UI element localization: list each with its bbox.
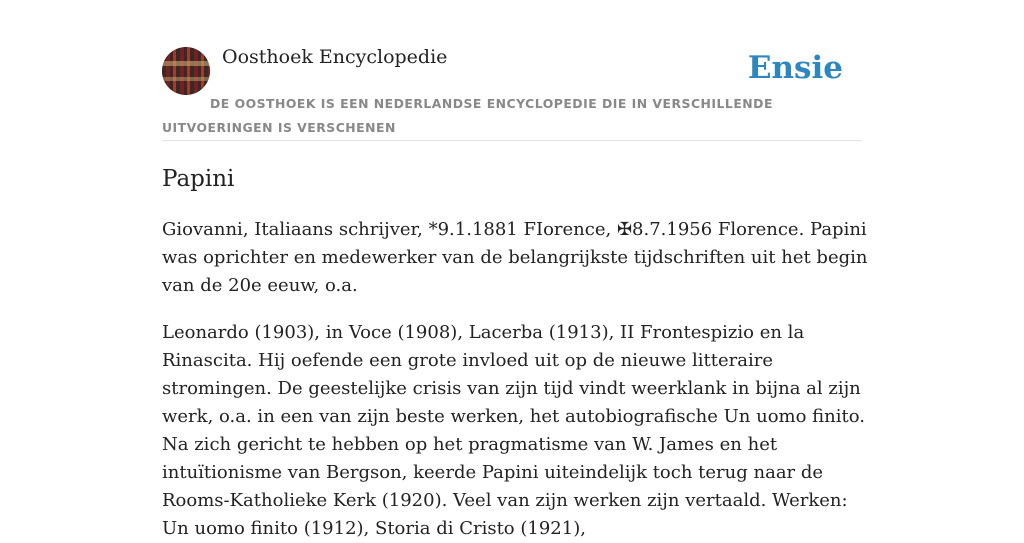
ensie-logo-link[interactable]: Ensie: [747, 50, 843, 86]
article-paragraph: Giovanni, Italiaans schrijver, *9.1.1881 FIorence, ✠8.7.1956 Florence. Papini was oprichter en medewerker van de belangrijkste tijdschriften uit het begin van de 20e eeuw, o.a.: [162, 219, 868, 296]
site-tagline: DE OOSTHOEK IS EEN NEDERLANDSE ENCYCLOPEDIE DIE IN VERSCHILLENDE UITVOERINGEN IS VERSCHENEN: [162, 96, 773, 135]
article: [162, 163, 872, 543]
encyclopedia-books-avatar[interactable]: [162, 47, 210, 95]
site-header: [162, 46, 862, 141]
article-paragraph: Leonardo (1903), in Voce (1908), Lacerba (1913), II Frontespizio en la Rinascita. Hij oefende een grote invloed uit op de nieuwe litteraire stromingen. De geestelijke crisis van zijn tijd vindt weerklank in bijna al zijn werk, o.a. in een van zijn beste werken, het autobiografische Un uomo finito. Na zich gericht te hebben op het pragmatisme van W. James en het intuïtionisme van Bergson, keerde Papini uiteindelijk toch terug naar de Rooms-Katholieke Kerk (1920). Veel van zijn werken zijn vertaald. Werken: Un uomo finito (1912), Storia di Cristo (1921),: [162, 322, 865, 539]
article-title: Papini: [162, 166, 235, 192]
site-title-link[interactable]: Oosthoek Encyclopedie: [222, 46, 448, 68]
